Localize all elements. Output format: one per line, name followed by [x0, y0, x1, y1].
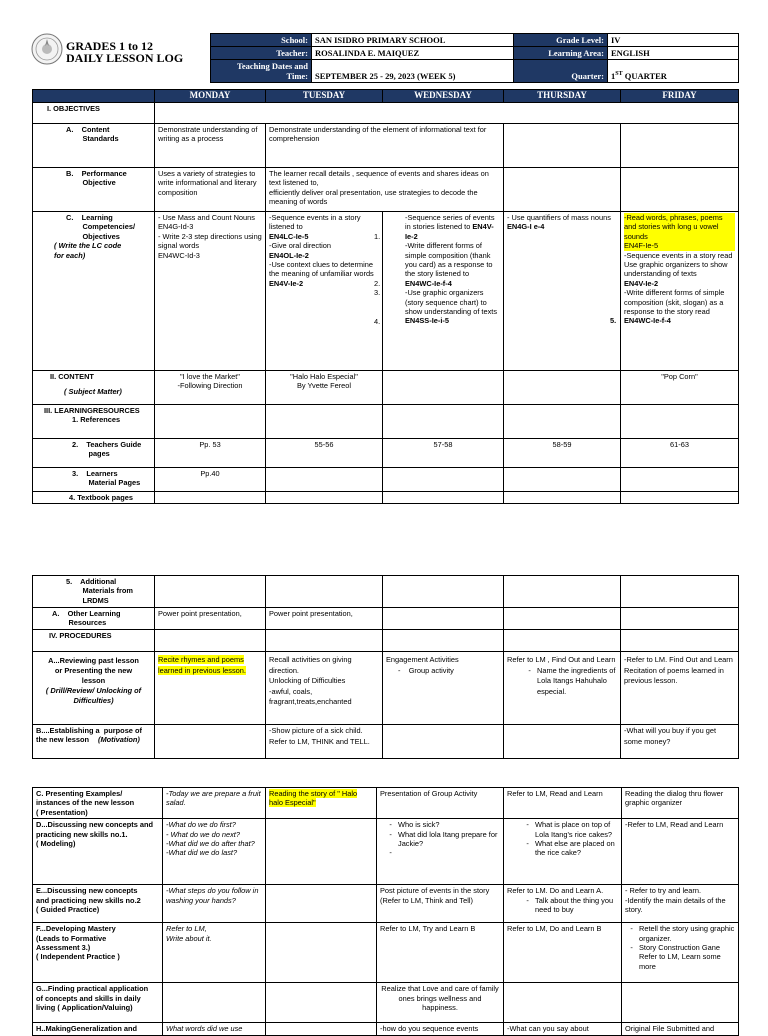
grade-level-label: Grade Level:: [514, 34, 608, 47]
day-header-blank: [33, 90, 155, 103]
objectives-heading: I. OBJECTIVES: [33, 103, 155, 124]
other-resources-mon: Power point presentation,: [155, 608, 266, 630]
content-standards-fri: [621, 124, 739, 168]
other-resources-label: A. Other Learning Resources: [33, 608, 155, 630]
learning-competencies-wed: 1. 2. 3. 4. -Sequence series of events in stories listened to EN4V-Ie-2 -Write different forms of simple composition (thank you card) as a response to the story listened to EN4WC-Ie-f-4 -Use graphic organizers (story sequence chart) to show understanding of texts EN4SS-Ie-i-5: [383, 212, 504, 371]
additional-materials-wed: [383, 576, 504, 608]
references-fri: [621, 405, 739, 439]
review-lesson-mon: Recite rhymes and poems learned in previous lesson.: [155, 652, 266, 725]
generalization-tue: [266, 1023, 377, 1035]
teacher-label: Teacher:: [211, 47, 312, 60]
developing-mastery-tue: [266, 923, 377, 983]
additional-materials-fri: [621, 576, 739, 608]
quarter-label: Quarter:: [514, 60, 608, 83]
content-fri: "Pop Corn": [621, 371, 739, 405]
content-mon: "I love the Market" -Following Direction: [155, 371, 266, 405]
teachers-guide-tue: 55-56: [266, 439, 383, 468]
teachers-guide-fri: 61-63: [621, 439, 739, 468]
teaching-dates-value: SEPTEMBER 25 - 29, 2023 (WEEK 5): [312, 60, 514, 83]
content-wed: [383, 371, 504, 405]
presenting-examples-wed: Presentation of Group Activity: [377, 788, 504, 819]
teachers-guide-label: 2. Teachers Guide pages: [33, 439, 155, 468]
learners-material-thu: [504, 468, 621, 492]
quarter-value: 1ST QUARTER: [608, 60, 739, 83]
title-line-1: GRADES 1 to 12: [66, 39, 154, 53]
dates-label-line2: Time:: [286, 71, 308, 81]
establish-purpose-thu: [504, 725, 621, 759]
practical-application-fri: [622, 983, 739, 1023]
learning-resources-label: III. LEARNINGRESOURCES 1. References: [33, 405, 155, 439]
review-lesson-label: A...Reviewing past lesson or Presenting the new lesson ( Drill/Review/ Unlocking of Difficulties): [33, 652, 155, 725]
school-label: School:: [211, 34, 312, 47]
discussing-concepts-1-fri: -Refer to LM, Read and Learn: [622, 819, 739, 885]
discussing-concepts-2-fri: - Refer to try and learn. -Identify the main details of the story.: [622, 885, 739, 923]
establish-purpose-mon: [155, 725, 266, 759]
procedures-wed: [383, 630, 504, 652]
header-info-table: [210, 33, 739, 83]
performance-objective-mon: Uses a variety of strategies to write informational and literary composition: [155, 168, 266, 212]
review-lesson-thu: Refer to LM , Find Out and Learn - Name the ingredients of Lola Itangs Hahuhalo especial.: [504, 652, 621, 725]
school-value: SAN ISIDRO PRIMARY SCHOOL: [312, 34, 514, 47]
content-standards-label: A. Content Standards: [33, 124, 155, 168]
discussing-concepts-2-wed: Post picture of events in the story (Refer to LM, Think and Tell): [377, 885, 504, 923]
learners-material-label: 3. Learners Material Pages: [33, 468, 155, 492]
additional-materials-mon: [155, 576, 266, 608]
procedures-tue: [266, 630, 383, 652]
discussing-concepts-1-thu: - What is place on top of Lola Itang's rice cakes? - What else are placed on the rice cake?: [504, 819, 622, 885]
presenting-examples-thu: Refer to LM, Read and Learn: [504, 788, 622, 819]
presenting-examples-tue: Reading the story of " Halo halo Especial": [266, 788, 377, 819]
review-lesson-tue: Recall activities on giving direction. Unlocking of Difficulties -awful, coals, fragrant,treats,enchanted: [266, 652, 383, 725]
discussing-concepts-2-tue: [266, 885, 377, 923]
textbook-pages-label: 4. Textbook pages: [33, 492, 155, 504]
generalization-label: H..MakingGeneralization and: [33, 1023, 163, 1035]
teaching-dates-label: [211, 60, 312, 83]
day-header-tuesday: TUESDAY: [266, 90, 383, 103]
procedures-fri: [621, 630, 739, 652]
establish-purpose-label: B....Establishing a purpose of the new lesson (Motivation): [33, 725, 155, 759]
teachers-guide-thu: 58-59: [504, 439, 621, 468]
learning-competencies-label: C. Learning Competencies/ Objectives ( Write the LC code for each): [33, 212, 155, 371]
textbook-pages-fri: [621, 492, 739, 504]
learning-area-value: ENGLISH: [608, 47, 739, 60]
lesson-table-part-2: [32, 575, 739, 759]
content-thu: [504, 371, 621, 405]
references-wed: [383, 405, 504, 439]
review-lesson-fri: -Refer to LM. Find Out and Learn Recitation of poems learned in previous lesson.: [621, 652, 739, 725]
teachers-guide-wed: 57-58: [383, 439, 504, 468]
discussing-concepts-1-wed: - Who is sick? - What did lola Itang prepare for Jackie? -: [377, 819, 504, 885]
learners-material-wed: [383, 468, 504, 492]
generalization-fri: Original File Submitted and: [622, 1023, 739, 1035]
references-thu: [504, 405, 621, 439]
day-header-wednesday: WEDNESDAY: [383, 90, 504, 103]
textbook-pages-wed: [383, 492, 504, 504]
lesson-table-part-1: [32, 89, 739, 504]
content-standards-tue-wed: Demonstrate understanding of the element of informational text for comprehension: [266, 124, 504, 168]
other-resources-wed: [383, 608, 504, 630]
presenting-examples-mon: -Today we are prepare a fruit salad.: [163, 788, 266, 819]
generalization-wed: -how do you sequence events: [377, 1023, 504, 1035]
learning-competencies-mon: - Use Mass and Count Nouns EN4G-Id-3 - Write 2-3 step directions using signal words EN4WC-Id-3: [155, 212, 266, 371]
references-mon: [155, 405, 266, 439]
other-resources-thu: [504, 608, 621, 630]
practical-application-label: G...Finding practical application of concepts and skills in daily living ( Application/Valuing): [33, 983, 163, 1023]
generalization-thu: -What can you say about: [504, 1023, 622, 1035]
procedures-mon: [155, 630, 266, 652]
review-lesson-wed: Engagement Activities - Group activity: [383, 652, 504, 725]
objectives-row: [155, 103, 739, 124]
practical-application-tue: [266, 983, 377, 1023]
learning-competencies-fri: -Read words, phrases, poems and stories with long u vowel sounds EN4F-Ie-5 -Sequence events in a story read Use graphic organizers to show understanding of texts EN4V-Ie-2 -Write different forms of simple composition (skit, slogan) as a response to the story read 5. EN4WC-Ie-f-4: [621, 212, 739, 371]
developing-mastery-mon: Refer to LM, Write about it.: [163, 923, 266, 983]
learners-material-fri: [621, 468, 739, 492]
teacher-value: ROSALINDA E. MAIQUEZ: [312, 47, 514, 60]
generalization-mon: What words did we use: [163, 1023, 266, 1035]
developing-mastery-thu: Refer to LM, Do and Learn B: [504, 923, 622, 983]
additional-materials-label: 5. Additional Materials from LRDMS: [33, 576, 155, 608]
additional-materials-tue: [266, 576, 383, 608]
other-resources-tue: Power point presentation,: [266, 608, 383, 630]
dates-label-line1: Teaching Dates and: [236, 61, 308, 71]
establish-purpose-tue: -Show picture of a sick child. Refer to LM, THINK and TELL.: [266, 725, 383, 759]
day-header-thursday: THURSDAY: [504, 90, 621, 103]
learners-material-mon: Pp.40: [155, 468, 266, 492]
developing-mastery-fri: - Retell the story using graphic organizer. - Story Construction Gane Refer to LM, Learn some more: [622, 923, 739, 983]
deped-seal: [31, 33, 63, 65]
textbook-pages-tue: [266, 492, 383, 504]
procedures-heading: IV. PROCEDURES: [33, 630, 155, 652]
textbook-pages-mon: [155, 492, 266, 504]
teachers-guide-mon: Pp. 53: [155, 439, 266, 468]
day-header-monday: MONDAY: [155, 90, 266, 103]
discussing-concepts-1-label: D...Discussing new concepts and practicing new skills no.1. ( Modeling): [33, 819, 163, 885]
title-line-2: DAILY LESSON LOG: [66, 51, 184, 65]
developing-mastery-label: F...Developing Mastery (Leads to Formative Assessment 3.) ( Independent Practice ): [33, 923, 163, 983]
dll-title: [66, 40, 183, 64]
presenting-examples-fri: Reading the dialog thru flower graphic organizer: [622, 788, 739, 819]
content-standards-mon: Demonstrate understanding of writing as a process: [155, 124, 266, 168]
discussing-concepts-2-thu: Refer to LM. Do and Learn A. - Talk about the thing you need to buy: [504, 885, 622, 923]
performance-objective-fri: [621, 168, 739, 212]
grade-level-value: IV: [608, 34, 739, 47]
practical-application-thu: [504, 983, 622, 1023]
content-standards-thu: [504, 124, 621, 168]
learning-area-label: Learning Area:: [514, 47, 608, 60]
developing-mastery-wed: Refer to LM, Try and Learn B: [377, 923, 504, 983]
lesson-table-part-3: [32, 787, 739, 1036]
performance-objective-label: B. Performance Objective: [33, 168, 155, 212]
textbook-pages-thu: [504, 492, 621, 504]
learners-material-tue: [266, 468, 383, 492]
performance-objective-tue-wed: The learner recall details , sequence of events and shares ideas on text listened to, efficiently deliver oral presentation, use strategies to decode the meaning of words: [266, 168, 504, 212]
references-tue: [266, 405, 383, 439]
content-tue: "Halo Halo Especial" By Yvette Fereol: [266, 371, 383, 405]
other-resources-fri: [621, 608, 739, 630]
additional-materials-thu: [504, 576, 621, 608]
practical-application-mon: [163, 983, 266, 1023]
performance-objective-thu: [504, 168, 621, 212]
day-header-friday: FRIDAY: [621, 90, 739, 103]
discussing-concepts-2-mon: -What steps do you follow in washing your hands?: [163, 885, 266, 923]
content-label: II. CONTENT ( Subject Matter): [33, 371, 155, 405]
procedures-thu: [504, 630, 621, 652]
discussing-concepts-2-label: E...Discussing new concepts and practicing new skills no.2 ( Guided Practice): [33, 885, 163, 923]
practical-application-wed: Realize that Love and care of family ones brings wellness and happiness.: [377, 983, 504, 1023]
learning-competencies-tue: -Sequence events in a story listened to EN4LC-Ie-5 -Give oral direction EN4OL-Ie-2 -Use context clues to determine the meaning of unfamiliar words EN4V-Ie-2: [266, 212, 383, 371]
presenting-examples-label: C. Presenting Examples/ instances of the new lesson ( Presentation): [33, 788, 163, 819]
discussing-concepts-1-tue: [266, 819, 377, 885]
discussing-concepts-1-mon: -What do we do first? - What do we do next? -What did we do after that? -What did we do last?: [163, 819, 266, 885]
establish-purpose-wed: [383, 725, 504, 759]
establish-purpose-fri: -What will you buy if you get some money?: [621, 725, 739, 759]
learning-competencies-thu: - Use quantifiers of mass nouns EN4G-I e-4: [504, 212, 621, 371]
